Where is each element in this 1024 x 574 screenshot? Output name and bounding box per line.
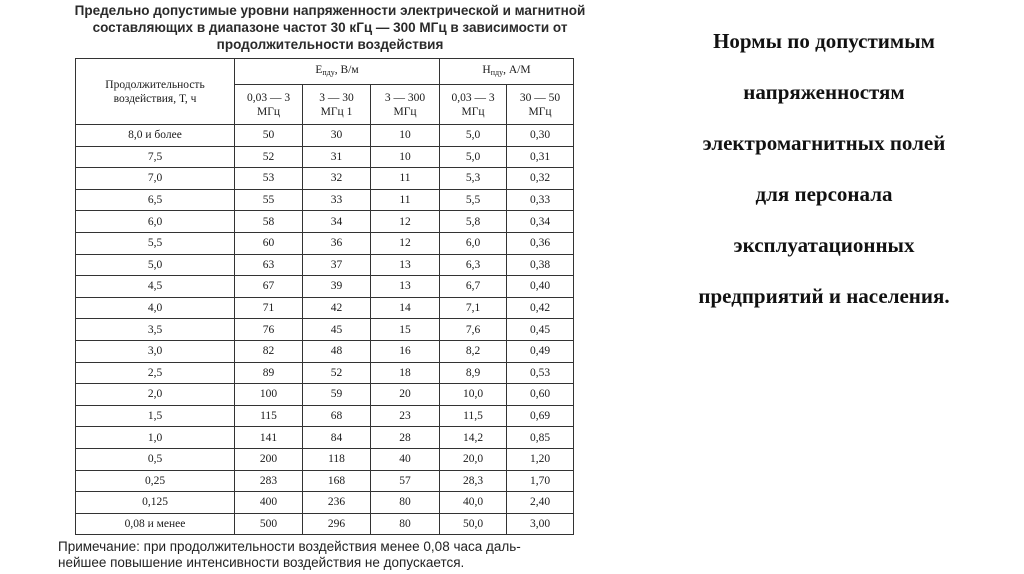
value-cell: 0,49: [507, 340, 574, 362]
value-cell: 10: [371, 146, 440, 168]
value-cell: 10,0: [440, 384, 507, 406]
value-cell: 115: [235, 405, 303, 427]
value-cell: 89: [235, 362, 303, 384]
caption-line: продолжительности воздействия: [216, 37, 444, 52]
table-row: [76, 276, 574, 298]
slide-title: [640, 16, 1008, 322]
value-cell: 13: [371, 254, 440, 276]
value-cell: 67: [235, 276, 303, 298]
value-cell: 0,31: [507, 146, 574, 168]
table-row: [76, 254, 574, 276]
value-cell: 0,38: [507, 254, 574, 276]
value-cell: 30: [303, 125, 371, 147]
table-row: [76, 319, 574, 341]
duration-cell: 3,0: [76, 340, 235, 362]
value-cell: 55: [235, 189, 303, 211]
table-row: [76, 340, 574, 362]
table-row: [76, 168, 574, 190]
value-cell: 11: [371, 189, 440, 211]
value-cell: 23: [371, 405, 440, 427]
value-cell: 76: [235, 319, 303, 341]
duration-column-header: [76, 59, 235, 125]
value-cell: 6,7: [440, 276, 507, 298]
frequency-unit: МГц 1: [320, 105, 353, 118]
value-cell: 5,0: [440, 146, 507, 168]
e-unit: , В/м: [334, 64, 359, 76]
value-cell: 16: [371, 340, 440, 362]
h-unit: , А/М: [503, 64, 531, 76]
duration-cell: 1,5: [76, 405, 235, 427]
duration-cell: 7,0: [76, 168, 235, 190]
duration-cell: 3,5: [76, 319, 235, 341]
value-cell: 15: [371, 319, 440, 341]
e-group-header: [235, 59, 440, 85]
frequency-unit: МГц: [256, 105, 281, 118]
value-cell: 28,3: [440, 470, 507, 492]
e-symbol: E: [315, 64, 323, 76]
table-row: [76, 448, 574, 470]
duration-cell: 4,0: [76, 297, 235, 319]
duration-cell: 5,5: [76, 232, 235, 254]
table-caption: [60, 2, 600, 53]
value-cell: 0,36: [507, 232, 574, 254]
value-cell: 5,8: [440, 211, 507, 233]
value-cell: 48: [303, 340, 371, 362]
title-line: электромагнитных полей: [702, 131, 946, 155]
value-cell: 0,40: [507, 276, 574, 298]
value-cell: 32: [303, 168, 371, 190]
duration-header-line: воздействия, Т, ч: [113, 92, 197, 105]
value-cell: 200: [235, 448, 303, 470]
value-cell: 5,5: [440, 189, 507, 211]
table-row: [76, 362, 574, 384]
note-line: Примечание: при продолжительности воздействия менее 0,08 часа даль-: [58, 539, 521, 554]
duration-cell: 5,0: [76, 254, 235, 276]
caption-line: Предельно допустимые уровни напряженности электрической и магнитной: [74, 3, 586, 18]
value-cell: 13: [371, 276, 440, 298]
duration-cell: 7,5: [76, 146, 235, 168]
value-cell: 36: [303, 232, 371, 254]
value-cell: 50: [235, 125, 303, 147]
value-cell: 0,45: [507, 319, 574, 341]
frequency-subheader: [440, 85, 507, 125]
e-subscript: пду: [322, 68, 335, 77]
title-line: напряженностям: [743, 80, 905, 104]
value-cell: 0,53: [507, 362, 574, 384]
note-line: нейшее повышение интенсивности воздействия не допускается.: [58, 554, 465, 570]
duration-cell: 2,5: [76, 362, 235, 384]
value-cell: 1,70: [507, 470, 574, 492]
frequency-range: 0,03 — 3: [246, 91, 291, 104]
value-cell: 20,0: [440, 448, 507, 470]
value-cell: 400: [235, 492, 303, 514]
value-cell: 8,2: [440, 340, 507, 362]
frequency-unit: МГц: [461, 105, 485, 118]
frequency-range: 3 — 300: [384, 91, 426, 104]
frequency-unit: МГц: [393, 105, 417, 118]
value-cell: 7,6: [440, 319, 507, 341]
value-cell: 11: [371, 168, 440, 190]
value-cell: 2,40: [507, 492, 574, 514]
value-cell: 0,85: [507, 427, 574, 449]
value-cell: 3,00: [507, 513, 574, 535]
value-cell: 31: [303, 146, 371, 168]
duration-cell: 6,0: [76, 211, 235, 233]
table-row: [76, 470, 574, 492]
frequency-unit: МГц: [528, 105, 552, 118]
title-line: Нормы по допустимым: [713, 29, 935, 53]
value-cell: 84: [303, 427, 371, 449]
value-cell: 28: [371, 427, 440, 449]
frequency-subheader: [235, 85, 303, 125]
duration-cell: 6,5: [76, 189, 235, 211]
value-cell: 7,1: [440, 297, 507, 319]
value-cell: 12: [371, 211, 440, 233]
value-cell: 68: [303, 405, 371, 427]
value-cell: 58: [235, 211, 303, 233]
duration-cell: 0,5: [76, 448, 235, 470]
value-cell: 60: [235, 232, 303, 254]
table-row: [76, 125, 574, 147]
duration-cell: 1,0: [76, 427, 235, 449]
value-cell: 0,32: [507, 168, 574, 190]
frequency-range: 0,03 — 3: [451, 91, 495, 104]
value-cell: 82: [235, 340, 303, 362]
value-cell: 141: [235, 427, 303, 449]
table-row: [76, 405, 574, 427]
value-cell: 168: [303, 470, 371, 492]
title-line: для персонала: [755, 182, 893, 206]
value-cell: 11,5: [440, 405, 507, 427]
value-cell: 236: [303, 492, 371, 514]
duration-cell: 4,5: [76, 276, 235, 298]
value-cell: 0,69: [507, 405, 574, 427]
title-line: эксплуатационных: [733, 233, 915, 257]
table-row: [76, 146, 574, 168]
value-cell: 45: [303, 319, 371, 341]
value-cell: 6,3: [440, 254, 507, 276]
duration-cell: 0,08 и менее: [76, 513, 235, 535]
duration-cell: 2,0: [76, 384, 235, 406]
table-note: [58, 539, 658, 570]
value-cell: 8,9: [440, 362, 507, 384]
table-row: [76, 492, 574, 514]
value-cell: 40,0: [440, 492, 507, 514]
value-cell: 39: [303, 276, 371, 298]
value-cell: 14: [371, 297, 440, 319]
value-cell: 0,34: [507, 211, 574, 233]
value-cell: 71: [235, 297, 303, 319]
value-cell: 0,30: [507, 125, 574, 147]
value-cell: 6,0: [440, 232, 507, 254]
value-cell: 42: [303, 297, 371, 319]
value-cell: 5,0: [440, 125, 507, 147]
frequency-subheader: [371, 85, 440, 125]
norms-table: [75, 58, 574, 535]
value-cell: 50,0: [440, 513, 507, 535]
table-row: [76, 297, 574, 319]
value-cell: 500: [235, 513, 303, 535]
h-subscript: пду: [490, 68, 504, 77]
duration-header-line: Продолжительность: [105, 78, 205, 91]
value-cell: 5,3: [440, 168, 507, 190]
duration-cell: 8,0 и более: [76, 125, 235, 147]
value-cell: 12: [371, 232, 440, 254]
value-cell: 80: [371, 513, 440, 535]
value-cell: 0,42: [507, 297, 574, 319]
value-cell: 52: [303, 362, 371, 384]
value-cell: 52: [235, 146, 303, 168]
value-cell: 37: [303, 254, 371, 276]
frequency-subheader: [303, 85, 371, 125]
duration-cell: 0,125: [76, 492, 235, 514]
table-row: [76, 513, 574, 535]
table-row: [76, 384, 574, 406]
caption-line: составляющих в диапазоне частот 30 кГц — 300 МГц в зависимости от: [92, 20, 568, 35]
value-cell: 296: [303, 513, 371, 535]
value-cell: 57: [371, 470, 440, 492]
duration-cell: 0,25: [76, 470, 235, 492]
value-cell: 80: [371, 492, 440, 514]
value-cell: 0,60: [507, 384, 574, 406]
value-cell: 283: [235, 470, 303, 492]
value-cell: 0,33: [507, 189, 574, 211]
value-cell: 34: [303, 211, 371, 233]
value-cell: 1,20: [507, 448, 574, 470]
h-symbol: H: [482, 64, 491, 76]
table-row: [76, 232, 574, 254]
value-cell: 14,2: [440, 427, 507, 449]
value-cell: 53: [235, 168, 303, 190]
value-cell: 10: [371, 125, 440, 147]
table-row: [76, 189, 574, 211]
frequency-range: 3 — 30: [319, 91, 354, 104]
value-cell: 100: [235, 384, 303, 406]
value-cell: 63: [235, 254, 303, 276]
value-cell: 33: [303, 189, 371, 211]
table-row: [76, 211, 574, 233]
value-cell: 40: [371, 448, 440, 470]
frequency-subheader: [507, 85, 574, 125]
table-row: [76, 427, 574, 449]
title-line: предприятий и населения.: [698, 284, 950, 308]
value-cell: 18: [371, 362, 440, 384]
h-group-header: [440, 59, 574, 85]
value-cell: 118: [303, 448, 371, 470]
value-cell: 20: [371, 384, 440, 406]
value-cell: 59: [303, 384, 371, 406]
frequency-range: 30 — 50: [519, 91, 561, 104]
